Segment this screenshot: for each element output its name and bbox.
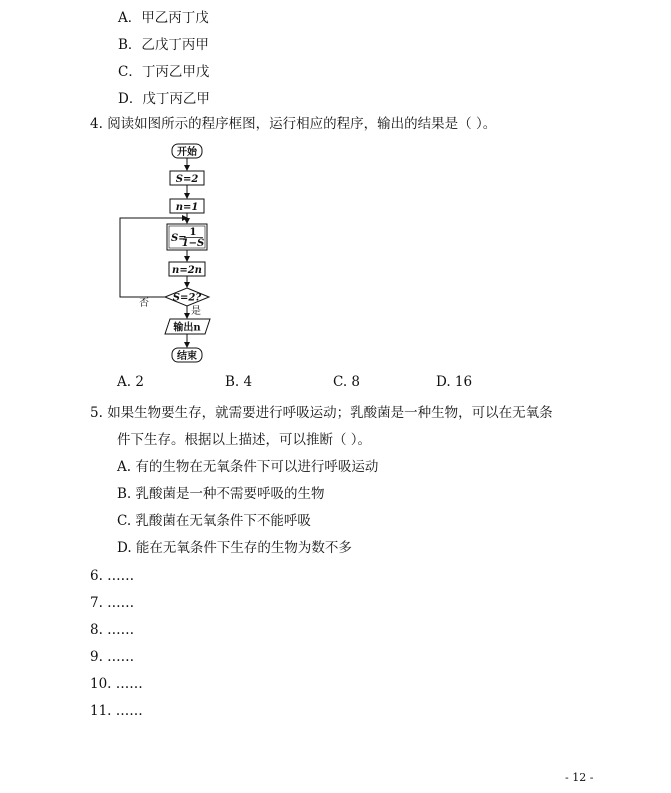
q3-option-c: C．丁丙乙甲戊 — [118, 64, 210, 80]
q3-option-d: D．戊丁丙乙甲 — [118, 91, 210, 107]
q5-option-d: D. 能在无氧条件下生存的生物为数不多 — [117, 540, 352, 556]
q5-option-b: B. 乳酸菌是一种不需要呼吸的生物 — [117, 486, 325, 502]
question-7-placeholder: 7. …… — [90, 595, 135, 611]
question-9-placeholder: 9. …… — [90, 649, 135, 665]
flow-s-update-numerator: 1 — [189, 227, 197, 238]
q3-option-b: B．乙戊丁丙甲 — [118, 37, 209, 53]
question-10-placeholder: 10. …… — [90, 676, 143, 692]
q4-stem: 4. 阅读如图所示的程序框图，运行相应的程序，输出的结果是（ ）。 — [90, 116, 497, 132]
flow-start-label: 开始 — [177, 147, 197, 158]
flow-yes-label: 是 — [191, 306, 201, 317]
q5-stem-line1: 5. 如果生物要生存，就需要进行呼吸运动；乳酸菌是一种生物，可以在无氧条 — [90, 405, 553, 421]
flow-output-label: 输出n — [173, 322, 201, 334]
q4-option-a: A. 2 — [117, 374, 144, 390]
flow-n-update-label: n=2n — [172, 265, 202, 276]
q4-option-b: B. 4 — [225, 374, 253, 390]
question-8-placeholder: 8. …… — [90, 622, 135, 638]
flow-decision-label: S=2? — [172, 292, 202, 304]
flow-s-update-lhs: S= — [171, 233, 187, 244]
flow-n-init-label: n=1 — [175, 202, 199, 213]
flow-no-label: 否 — [139, 298, 149, 309]
flow-s-init-label: S=2 — [175, 174, 199, 185]
page-number: - 12 - — [565, 771, 594, 784]
flow-s-update-denominator: 1−S — [181, 238, 205, 249]
q3-option-a: A．甲乙丙丁戊 — [118, 10, 209, 26]
q5-stem-line2: 件下生存。根据以上描述，可以推断（ ）。 — [117, 432, 372, 448]
q5-option-a: A. 有的生物在无氧条件下可以进行呼吸运动 — [117, 459, 379, 475]
question-6-placeholder: 6. …… — [90, 568, 135, 584]
q5-option-c: C. 乳酸菌在无氧条件下不能呼吸 — [117, 513, 311, 529]
q4-option-d: D. 16 — [436, 374, 473, 390]
question-11-placeholder: 11. …… — [90, 703, 143, 719]
q4-option-c: C. 8 — [333, 374, 361, 390]
flow-end-label: 结束 — [177, 351, 197, 362]
